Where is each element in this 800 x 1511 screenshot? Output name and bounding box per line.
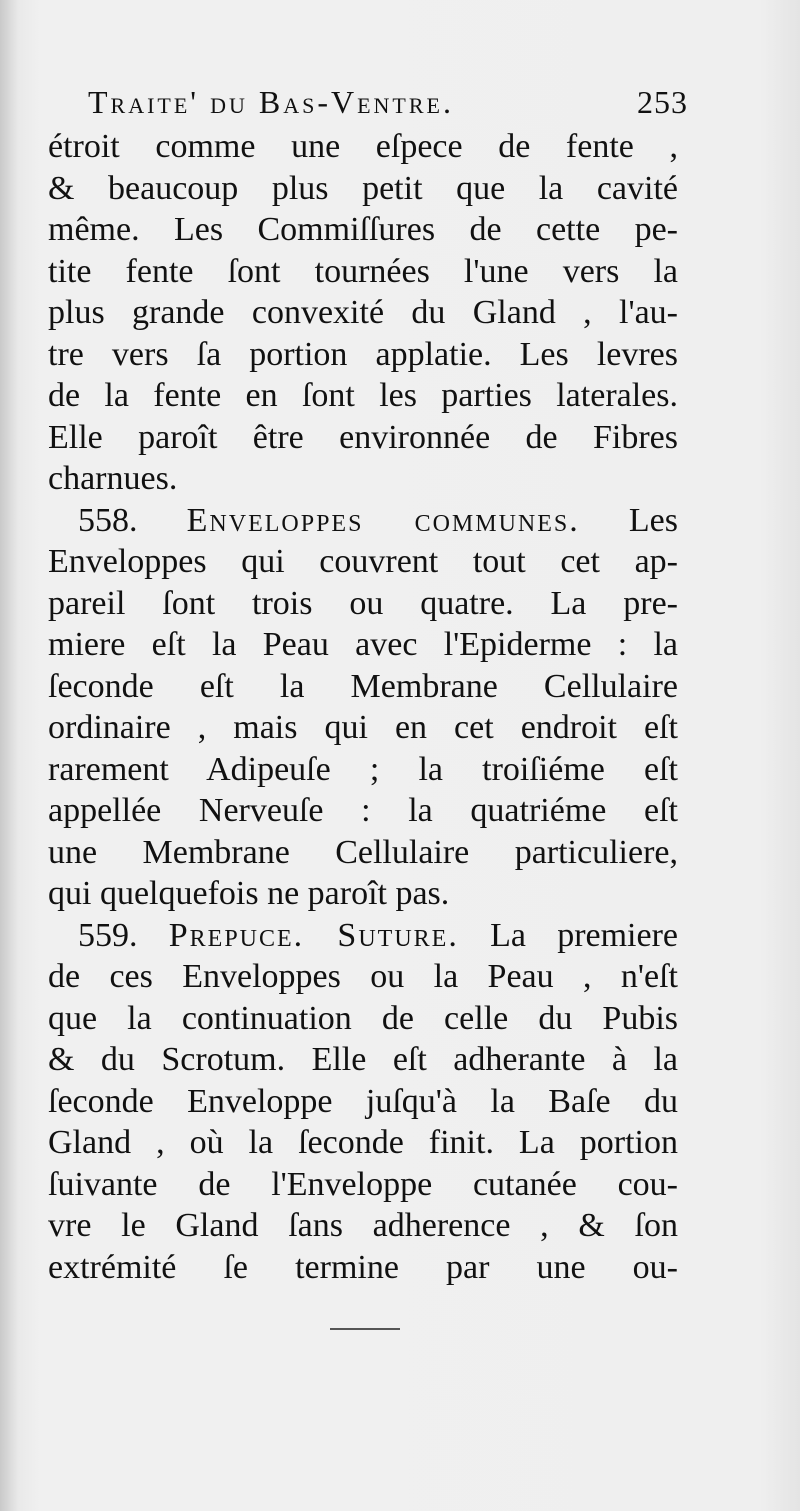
section-559-first-line [48, 915, 678, 957]
section-number: 559. [78, 916, 138, 954]
text-line: miere eſt la Peau avec l'Epiderme : la [48, 626, 678, 663]
text-line: plus grande convexité du Gland , l'au- [48, 294, 678, 331]
text-line: Elle paroît être environnée de Fibres [48, 418, 678, 456]
section-line-rest: Les [628, 501, 678, 539]
text-line: de ces Enveloppes ou la Peau , n'eſt [48, 958, 678, 995]
section-line-rest: La premiere [490, 916, 678, 954]
text-line: & du Scrotum. Elle eſt adherante à la [48, 1041, 678, 1078]
text-line: pareil ſont trois ou quatre. La pre- [48, 584, 678, 622]
text-line: & beaucoup plus petit que la cavité [48, 169, 678, 207]
text-line: une Membrane Cellulaire particuliere, [48, 833, 678, 871]
text-line: extrémité ſe termine par une ou- [48, 1248, 678, 1286]
section-heading: Prepuce. Suture. [168, 916, 459, 954]
text-line: rarement Adipeuſe ; la troiſiéme eſt [48, 750, 678, 788]
text-line: qui quelquefois ne paroît pas. [48, 875, 450, 912]
running-head [88, 84, 688, 130]
text-line: étroit comme une eſpece de fente , [48, 128, 678, 165]
text-line: Enveloppes qui couvrent tout cet ap- [48, 543, 678, 580]
text-line: appellée Nerveuſe : la quatriéme eſt [48, 792, 678, 829]
catchword-underline [330, 1328, 400, 1330]
section-heading: Enveloppes communes. [186, 501, 580, 539]
text-line: que la continuation de celle du Pubis [48, 999, 678, 1037]
text-line: tre vers ſa portion applatie. Les levres [48, 335, 678, 373]
text-line: de la fente en ſont les parties laterales. [48, 377, 678, 414]
text-line: tite fente ſont tournées l'une vers la [48, 252, 678, 290]
page-number: 253 [637, 84, 688, 120]
text-line: vre le Gland ſans adherence , & ſon [48, 1207, 678, 1244]
text-line: charnues. [48, 460, 178, 497]
section-558-first-line [48, 500, 678, 542]
running-title: Traite' du Bas-Ventre. [88, 84, 454, 120]
text-line: ſuivante de l'Enveloppe cutanée cou- [48, 1165, 678, 1203]
text-line: ſeconde Enveloppe juſqu'à la Baſe du [48, 1082, 678, 1120]
text-line: Gland , où la ſeconde finit. La portion [48, 1124, 678, 1161]
text-line: même. Les Commiſſures de cette pe- [48, 211, 678, 248]
body-text [48, 126, 678, 1288]
text-line: ſeconde eſt la Membrane Cellulaire [48, 667, 678, 705]
text-line: ordinaire , mais qui en cet endroit eſt [48, 709, 678, 746]
section-number: 558. [78, 501, 138, 539]
